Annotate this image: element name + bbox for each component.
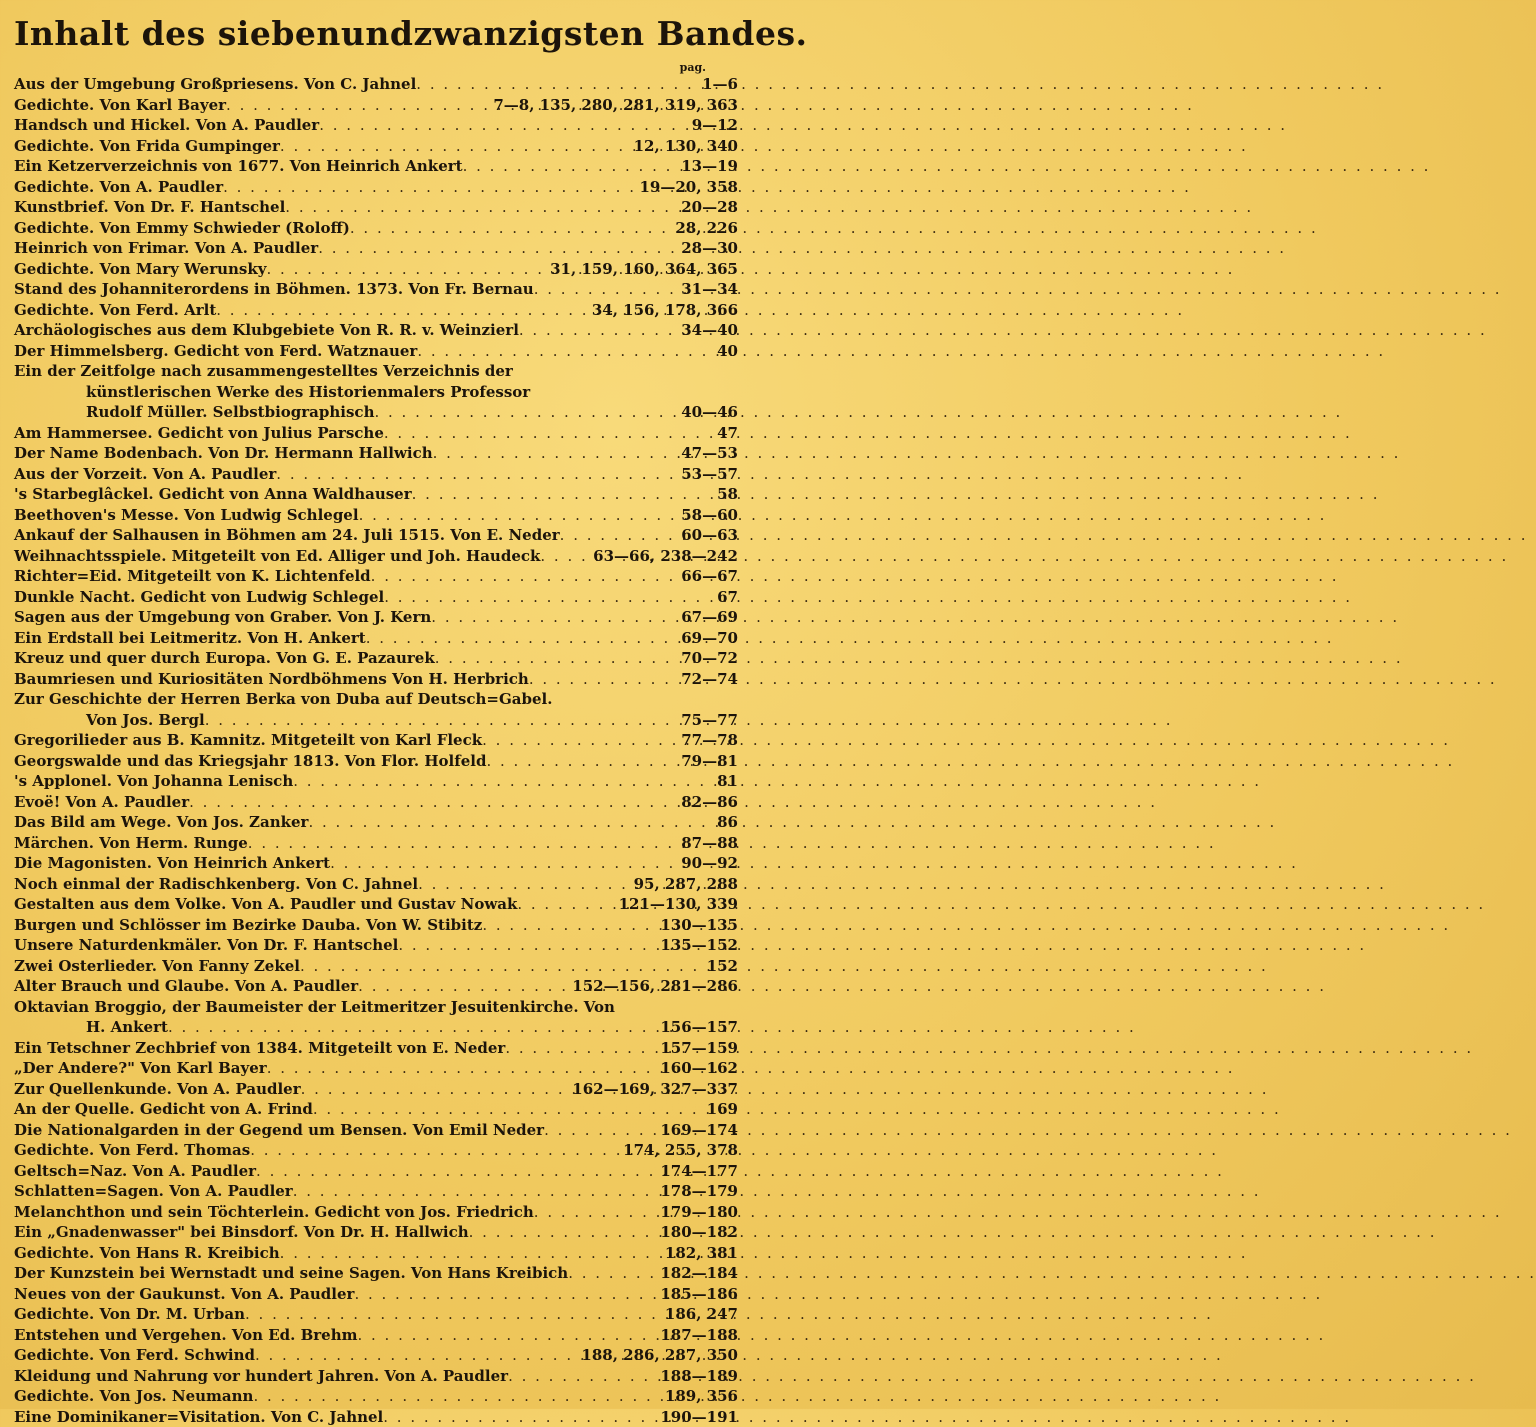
- entry-title: Ein Ketzerverzeichnis von 1677. Von Heinrich Ankert: [14, 156, 463, 177]
- entry-title: Noch einmal der Radischkenberg. Von C. Jahnel: [14, 874, 418, 895]
- dot-leader: [486, 751, 677, 772]
- entry-pages: 190—191: [656, 1407, 738, 1427]
- dot-leader: [398, 935, 656, 956]
- entry-pages: 9—12: [688, 115, 738, 136]
- dot-leader: [358, 976, 568, 997]
- entry-pages: 60—63: [677, 525, 738, 546]
- toc-entry: [14, 525, 738, 546]
- page-title: Inhalt des siebenundzwanzigsten Bandes.: [14, 8, 738, 60]
- dot-leader: [534, 279, 678, 300]
- dot-leader: [280, 1243, 661, 1264]
- entry-pages: 188—189: [656, 1366, 738, 1387]
- toc-entry: [14, 74, 738, 95]
- toc-entry: [14, 710, 738, 731]
- dot-leader: [301, 1079, 569, 1100]
- page-column-label: pag.: [680, 62, 706, 74]
- entry-title: Gedichte. Von Frida Gumpinger: [14, 136, 280, 157]
- toc-entry: [14, 443, 738, 464]
- entry-title: Sagen aus der Umgebung von Graber. Von J. Kern: [14, 607, 431, 628]
- entry-title: Gedichte. Von Karl Bayer: [14, 95, 226, 116]
- toc-entry: [14, 197, 738, 218]
- toc-entry: [14, 1325, 738, 1346]
- entry-title: Schlatten=Sagen. Von A. Paudler: [14, 1181, 293, 1202]
- entry-title: Gedichte. Von Emmy Schwieder (Roloff): [14, 218, 350, 239]
- entry-title: Zur Geschichte der Herren Berka von Duba auf Deutsch=Gabel.: [14, 689, 552, 710]
- entry-title: Der Himmelsberg. Gedicht von Ferd. Watznauer: [14, 341, 417, 362]
- toc-entry: [14, 853, 738, 874]
- entry-title: Die Nationalgarden in der Gegend um Bensen. Von Emil Neder: [14, 1120, 544, 1141]
- toc-entry: [14, 382, 738, 403]
- entry-pages: 169—174: [656, 1120, 738, 1141]
- entry-pages: 90—92: [677, 853, 738, 874]
- entry-pages: 174, 255, 378: [619, 1140, 738, 1161]
- toc-entry: [14, 1263, 738, 1284]
- entry-pages: 58: [713, 484, 738, 505]
- entry-pages: 162—169, 327—337: [568, 1079, 738, 1100]
- entry-pages: 19—20, 358: [635, 177, 738, 198]
- entry-title: Evoë! Von A. Paudler: [14, 792, 189, 813]
- entry-title: Alter Brauch und Glaube. Von A. Paudler: [14, 976, 358, 997]
- entry-title: Entstehen und Vergehen. Von Ed. Brehm: [14, 1325, 357, 1346]
- entry-pages: 79—81: [677, 751, 738, 772]
- entry-title: Handsch und Hickel. Von A. Paudler: [14, 115, 319, 136]
- dot-leader: [293, 1181, 657, 1202]
- entry-pages: 31—34: [677, 279, 738, 300]
- toc-entry: [14, 464, 738, 485]
- entry-title: 's Applonel. Von Johanna Lenisch: [14, 771, 293, 792]
- dot-leader: [560, 525, 678, 546]
- dot-leader: [433, 443, 678, 464]
- toc-entry: [14, 1386, 738, 1407]
- dot-leader: [319, 115, 687, 136]
- entry-title: Kreuz und quer durch Europa. Von G. E. Pazaurek: [14, 648, 435, 669]
- entry-pages: 40: [713, 341, 738, 362]
- dot-leader: [384, 423, 713, 444]
- dot-leader: [416, 74, 698, 95]
- entry-title: Eine Dominikaner=Visitation. Von C. Jahnel: [14, 1407, 383, 1427]
- entry-pages: 63—66, 238—242: [589, 546, 738, 567]
- entry-pages: 75—77: [677, 710, 738, 731]
- entry-title: Stand des Johanniterordens in Böhmen. 1373. Von Fr. Bernau: [14, 279, 534, 300]
- entry-pages: 31, 159, 160, 364, 365: [546, 259, 738, 280]
- entry-title: Richter=Eid. Mitgeteilt von K. Lichtenfeld: [14, 566, 371, 587]
- toc-entry: [14, 546, 738, 567]
- toc-entry: [14, 1181, 738, 1202]
- toc-entry: [14, 1058, 738, 1079]
- dot-leader: [276, 464, 677, 485]
- dot-leader: [330, 853, 677, 874]
- entry-pages: 28—30: [677, 238, 738, 259]
- entry-title: Melanchthon und sein Töchterlein. Gedicht von Jos. Friedrich: [14, 1202, 534, 1223]
- entry-title: Ein Tetschner Zechbrief von 1384. Mitgeteilt von E. Neder: [14, 1038, 505, 1059]
- entry-pages: 34—40: [677, 320, 738, 341]
- entry-pages: 77—78: [677, 730, 738, 751]
- toc-entry: [14, 915, 738, 936]
- entry-title: Ankauf der Salhausen in Böhmen am 24. Juli 1515. Von E. Neder: [14, 525, 560, 546]
- toc-entry: [14, 1284, 738, 1305]
- dot-leader: [384, 587, 713, 608]
- entry-pages: 13—19: [677, 156, 738, 177]
- entry-pages: 179—180: [656, 1202, 738, 1223]
- dot-leader: [285, 197, 677, 218]
- entry-title: Das Bild am Wege. Von Jos. Zanker: [14, 812, 308, 833]
- entry-title: Heinrich von Frimar. Von A. Paudler: [14, 238, 318, 259]
- entry-pages: 152—156, 281—286: [568, 976, 738, 997]
- toc-entry: [14, 484, 738, 505]
- dot-leader: [248, 833, 677, 854]
- entry-pages: 156—157: [656, 1017, 738, 1038]
- toc-entry: [14, 361, 738, 382]
- toc-entry: [14, 669, 738, 690]
- entry-title: Ein „Gnadenwasser" bei Binsdorf. Von Dr. H. Hallwich: [14, 1222, 469, 1243]
- toc-entry: [14, 402, 738, 423]
- entry-title: Die Magonisten. Von Heinrich Ankert: [14, 853, 330, 874]
- dot-leader: [519, 320, 677, 341]
- entry-title: An der Quelle. Gedicht von A. Frind: [14, 1099, 313, 1120]
- dot-leader: [216, 300, 588, 321]
- toc-entry: [14, 341, 738, 362]
- entry-title: Beethoven's Messe. Von Ludwig Schlegel: [14, 505, 359, 526]
- entry-pages: 182, 381: [661, 1243, 738, 1264]
- toc-entry: [14, 956, 738, 977]
- entry-title: Der Name Bodenbach. Von Dr. Hermann Hallwich: [14, 443, 433, 464]
- dot-leader: [418, 874, 630, 895]
- entry-title: Gedichte. Von Dr. M. Urban: [14, 1304, 245, 1325]
- toc-entry: [14, 1079, 738, 1100]
- toc-entry: [14, 628, 738, 649]
- entry-pages: 95, 287, 288: [630, 874, 738, 895]
- entry-pages: 58—60: [677, 505, 738, 526]
- toc-entry: [14, 115, 738, 136]
- toc-entry: [14, 1120, 738, 1141]
- entry-pages: 69—70: [677, 628, 738, 649]
- toc-entry: [14, 300, 738, 321]
- entry-pages: 67: [713, 587, 738, 608]
- dot-leader: [359, 505, 678, 526]
- entry-pages: 82—86: [677, 792, 738, 813]
- toc-entry: [14, 689, 738, 710]
- dot-leader: [189, 792, 677, 813]
- toc-entry: [14, 1243, 738, 1264]
- entry-pages: 188, 286, 287, 350: [577, 1345, 738, 1366]
- dot-leader: [568, 1263, 656, 1284]
- entry-title: Unsere Naturdenkmäler. Von Dr. F. Hantschel: [14, 935, 398, 956]
- entry-pages: 81: [713, 771, 738, 792]
- dot-leader: [293, 771, 713, 792]
- dot-leader: [168, 1017, 656, 1038]
- entry-pages: 160—162: [656, 1058, 738, 1079]
- dot-leader: [223, 177, 635, 198]
- entry-pages: 152: [703, 956, 738, 977]
- entry-title: Am Hammersee. Gedicht von Julius Parsche: [14, 423, 384, 444]
- entry-title: Gestalten aus dem Volke. Von A. Paudler und Gustav Nowak: [14, 894, 517, 915]
- toc-entry: [14, 1161, 738, 1182]
- entry-title: Archäologisches aus dem Klubgebiete Von R. R. v. Weinzierl: [14, 320, 519, 341]
- dot-leader: [205, 710, 678, 731]
- toc-entry: [14, 1366, 738, 1387]
- entry-title: Rudolf Müller. Selbstbiographisch: [86, 402, 374, 423]
- toc-entry: [14, 976, 738, 997]
- dot-leader: [517, 894, 614, 915]
- entry-title: „Der Andere?" Von Karl Bayer: [14, 1058, 267, 1079]
- entry-title: Kunstbrief. Von Dr. F. Hantschel: [14, 197, 285, 218]
- toc-entry: [14, 279, 738, 300]
- entry-pages: 47: [713, 423, 738, 444]
- entry-pages: 66—67: [677, 566, 738, 587]
- toc-entry: [14, 833, 738, 854]
- toc-entry: [14, 566, 738, 587]
- toc-entry: [14, 935, 738, 956]
- toc-entry: [14, 1222, 738, 1243]
- entry-pages: 1—6: [698, 74, 738, 95]
- entry-pages: 186, 247: [661, 1304, 738, 1325]
- entry-pages: 178—179: [656, 1181, 738, 1202]
- dot-leader: [529, 669, 677, 690]
- entry-title: Geltsch=Naz. Von A. Paudler: [14, 1161, 256, 1182]
- toc-entry: [14, 607, 738, 628]
- dot-leader: [505, 1038, 656, 1059]
- dot-leader: [435, 648, 678, 669]
- entry-pages: 40—46: [677, 402, 738, 423]
- toc-entry: [14, 136, 738, 157]
- entry-title: Kleidung und Nahrung vor hundert Jahren. Von A. Paudler: [14, 1366, 508, 1387]
- dot-leader: [250, 1140, 619, 1161]
- dot-leader: [267, 1058, 657, 1079]
- toc-entry: [14, 874, 738, 895]
- entry-title: Der Kunzstein bei Wernstadt und seine Sagen. Von Hans Kreibich: [14, 1263, 568, 1284]
- dot-leader: [366, 628, 678, 649]
- toc-entry: [14, 587, 738, 608]
- toc-entry: [14, 771, 738, 792]
- toc-entry: [14, 751, 738, 772]
- dot-leader: [412, 484, 713, 505]
- entry-title: Gedichte. Von Ferd. Arlt: [14, 300, 216, 321]
- entry-pages: 189, 356: [661, 1386, 738, 1407]
- dot-leader: [374, 402, 677, 423]
- dot-leader: [245, 1304, 661, 1325]
- dot-leader: [226, 95, 489, 116]
- entry-pages: 72—74: [677, 669, 738, 690]
- dot-leader: [417, 341, 713, 362]
- dot-leader: [508, 1366, 656, 1387]
- entry-title: Gedichte. Von Hans R. Kreibich: [14, 1243, 280, 1264]
- toc-entry: [14, 95, 738, 116]
- entry-title: Gedichte. Von Mary Werunsky: [14, 259, 267, 280]
- entry-title: Märchen. Von Herm. Runge: [14, 833, 248, 854]
- toc-entry: [14, 1099, 738, 1120]
- toc-entry: [14, 1017, 738, 1038]
- toc-entry: [14, 1345, 738, 1366]
- dot-leader: [267, 259, 547, 280]
- dot-leader: [469, 1222, 657, 1243]
- entry-pages: 87—88: [677, 833, 738, 854]
- toc-entry: [14, 894, 738, 915]
- entry-title: Gedichte. Von Ferd. Thomas: [14, 1140, 250, 1161]
- dot-leader: [463, 156, 678, 177]
- entry-pages: 67—69: [677, 607, 738, 628]
- toc-entry: [14, 238, 738, 259]
- entry-title: Ein der Zeitfolge nach zusammengestelltes Verzeichnis der: [14, 361, 513, 382]
- entry-pages: 53—57: [677, 464, 738, 485]
- entry-title: Baumriesen und Kuriositäten Nordböhmens Von H. Herbrich: [14, 669, 529, 690]
- toc-entry: [14, 1140, 738, 1161]
- entry-title: 's Starbeglâckel. Gedicht von Anna Waldhauser: [14, 484, 412, 505]
- entry-pages: 20—28: [677, 197, 738, 218]
- entry-title: Zwei Osterlieder. Von Fanny Zekel: [14, 956, 300, 977]
- dot-leader: [350, 218, 671, 239]
- entry-title: Gedichte. Von Jos. Neumann: [14, 1386, 253, 1407]
- entry-title: Gedichte. Von Ferd. Schwind: [14, 1345, 255, 1366]
- entry-title: Oktavian Broggio, der Baumeister der Leitmeritzer Jesuitenkirche. Von: [14, 997, 615, 1018]
- toc-entry: [14, 812, 738, 833]
- toc-entry: [14, 320, 738, 341]
- toc-entry: [14, 259, 738, 280]
- entry-pages: 180—182: [656, 1222, 738, 1243]
- dot-leader: [431, 607, 677, 628]
- toc-entry: [14, 1202, 738, 1223]
- dot-leader: [371, 566, 678, 587]
- dot-leader: [482, 915, 656, 936]
- toc-entry: [14, 1038, 738, 1059]
- entry-title: Neues von der Gaukunst. Von A. Paudler: [14, 1284, 354, 1305]
- toc-entry: [14, 1304, 738, 1325]
- dot-leader: [354, 1284, 656, 1305]
- entry-pages: 169: [703, 1099, 738, 1120]
- dot-leader: [482, 730, 677, 751]
- entry-title: Aus der Umgebung Großpriesens. Von C. Jahnel: [14, 74, 416, 95]
- entry-pages: 86: [713, 812, 738, 833]
- entry-title: H. Ankert: [86, 1017, 168, 1038]
- dot-leader: [318, 238, 677, 259]
- dot-leader: [280, 136, 630, 157]
- entry-pages: 12, 130, 340: [630, 136, 738, 157]
- entry-title: Weihnachtsspiele. Mitgeteilt von Ed. Alliger und Joh. Haudeck: [14, 546, 540, 567]
- entry-pages: 174—177: [656, 1161, 738, 1182]
- dot-leader: [540, 546, 589, 567]
- entry-title: Aus der Vorzeit. Von A. Paudler: [14, 464, 276, 485]
- entry-pages: 135—152: [656, 935, 738, 956]
- entry-pages: 182—184: [656, 1263, 738, 1284]
- dot-leader: [308, 812, 713, 833]
- entry-title: Gregorilieder aus B. Kamnitz. Mitgeteilt von Karl Fleck: [14, 730, 482, 751]
- entry-title: Dunkle Nacht. Gedicht von Ludwig Schlegel: [14, 587, 384, 608]
- toc-entry: [14, 177, 738, 198]
- toc-entry: [14, 997, 738, 1018]
- dot-leader: [534, 1202, 657, 1223]
- toc-entry: [14, 423, 738, 444]
- entry-pages: 185—186: [656, 1284, 738, 1305]
- dot-leader: [544, 1120, 656, 1141]
- entry-pages: 157—159: [656, 1038, 738, 1059]
- entry-title: Gedichte. Von A. Paudler: [14, 177, 223, 198]
- toc-entry: [14, 505, 738, 526]
- entry-title: Burgen und Schlösser im Bezirke Dauba. Von W. Stibitz: [14, 915, 482, 936]
- toc-entry: [14, 218, 738, 239]
- toc-entry: [14, 730, 738, 751]
- dot-leader: [255, 1345, 577, 1366]
- entry-pages: 130—135: [656, 915, 738, 936]
- entry-title: Ein Erdstall bei Leitmeritz. Von H. Ankert: [14, 628, 366, 649]
- entry-pages: 121—130, 339: [615, 894, 738, 915]
- toc-page: [0, 0, 750, 1409]
- entry-pages: 187—188: [656, 1325, 738, 1346]
- dot-leader: [253, 1386, 660, 1407]
- entry-title: künstlerischen Werke des Historienmalers Professor: [86, 382, 530, 403]
- toc-entry: [14, 792, 738, 813]
- dot-leader: [256, 1161, 656, 1182]
- dot-leader: [357, 1325, 656, 1346]
- toc-entry: [14, 156, 738, 177]
- entry-pages: 47—53: [677, 443, 738, 464]
- toc-entry: [14, 1407, 738, 1427]
- toc-entry: [14, 648, 738, 669]
- entry-title: Von Jos. Bergl: [86, 710, 205, 731]
- entry-title: Zur Quellenkunde. Von A. Paudler: [14, 1079, 301, 1100]
- dot-leader: [313, 1099, 703, 1120]
- entry-pages: 34, 156, 178, 366: [588, 300, 738, 321]
- dot-leader: [383, 1407, 656, 1427]
- entry-title: Georgswalde und das Kriegsjahr 1813. Von Flor. Holfeld: [14, 751, 486, 772]
- entry-pages: 70—72: [677, 648, 738, 669]
- table-of-contents: [14, 74, 738, 1427]
- entry-pages: 7—8, 135, 280, 281, 319, 363: [489, 95, 738, 116]
- dot-leader: [300, 956, 703, 977]
- entry-pages: 28, 226: [671, 218, 738, 239]
